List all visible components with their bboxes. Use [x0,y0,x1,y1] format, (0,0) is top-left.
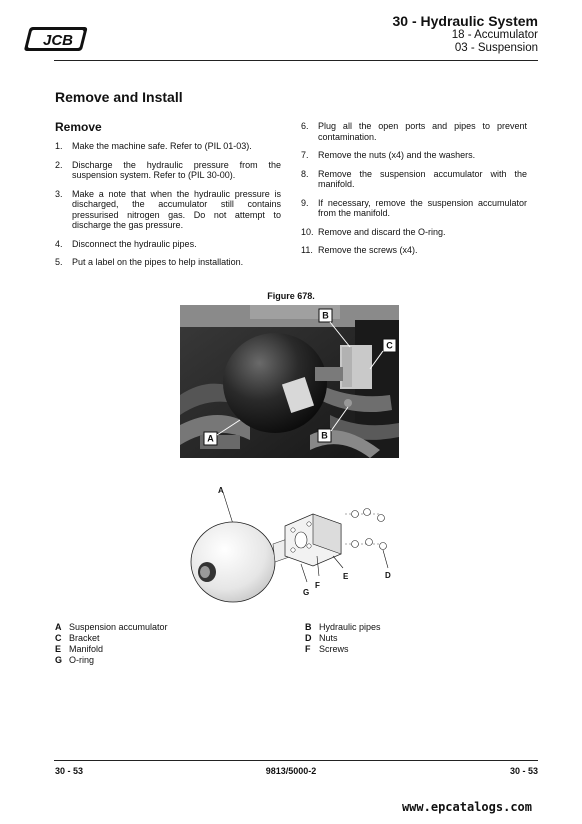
diagram-callout-f: F [315,581,320,590]
step-text: Remove and discard the O-ring. [318,226,446,237]
procedure-heading: Remove [55,120,102,134]
step-text: Remove the nuts (x4) and the washers. [318,150,476,160]
legend-label: Hydraulic pipes [319,622,381,632]
legend-label: Bracket [69,633,100,643]
accumulator-photo [180,305,399,458]
step-item [301,198,527,219]
page-header [392,13,538,56]
step-text: Remove the suspension accumulator with the manifold. [318,168,527,189]
step-text: Disconnect the hydraulic pipes. [72,238,197,249]
legend-item [55,644,168,655]
legend-key: B [305,622,312,632]
step-item [301,169,527,190]
step-text: Remove the screws (x4). [318,245,418,255]
legend-right [305,622,381,655]
legend-item [305,622,381,633]
page-number-right: 30 - 53 [509,766,538,776]
topic-name: 03 - Suspension [454,42,538,55]
watermark-url: www.epcatalogs.com [401,800,532,814]
legend-item [55,655,168,666]
page-number-left: 30 - 53 [55,766,84,776]
step-text: Make a note that when the hydraulic pressure is discharged, the accumulator still contains pressurised nitrogen gas. Do not attempt to discharge the gas pressure. [72,188,281,230]
accumulator-exploded-diagram [185,484,400,607]
legend-left [55,622,168,666]
step-item [55,141,281,152]
step-item [55,239,281,250]
step-item [301,150,527,161]
legend-key: A [55,622,62,632]
legend-item [55,633,168,644]
step-number: 1. [55,141,63,151]
step-item [301,245,527,256]
step-text: Put a label on the pipes to help installation. [72,257,244,267]
steps-right-column [301,121,527,264]
legend-key: C [55,633,62,643]
step-item [301,121,527,142]
step-item [301,227,527,238]
legend-label: O-ring [69,655,95,665]
diagram-callout-e: E [343,572,349,581]
legend-key: E [55,644,62,654]
step-item [55,189,281,231]
legend-label: Manifold [69,644,104,654]
page-title: Remove and Install [55,89,183,105]
step-number: 4. [55,238,63,249]
photo-callout-a: A [207,433,214,444]
legend-label: Screws [319,644,349,654]
legend-label: Suspension accumulator [69,622,168,632]
step-number: 2. [55,159,63,170]
figure-caption: Figure 678. [267,291,315,301]
legend-item [305,633,381,644]
legend-item [55,622,168,633]
header-rule [54,60,538,61]
step-item [55,160,281,181]
subsection-name: 18 - Accumulator [451,29,538,42]
step-number: 10. [301,226,314,237]
step-number: 11. [301,245,313,255]
step-number: 7. [301,150,309,160]
legend-item [305,644,381,655]
step-item [55,257,281,268]
step-text: Plug all the open ports and pipes to prevent contamination. [318,121,527,142]
diagram-callout-d: D [385,571,391,580]
steps-left-column [55,141,281,276]
step-number: 9. [301,197,309,208]
step-number: 5. [55,257,63,267]
legend-key: F [305,644,311,654]
photo-callout-b-bottom: B [321,430,328,441]
diagram-callout-a: A [218,486,224,495]
photo-callout-b-top: B [322,310,329,321]
step-text: If necessary, remove the suspension accumulator from the manifold. [318,197,527,218]
diagram-callout-g: G [303,588,310,597]
step-number: 8. [301,168,309,179]
step-text: Make the machine safe. Refer to (PIL 01-03). [72,141,252,151]
step-text: Discharge the hydraulic pressure from the suspension system. Refer to (PIL 30-00). [72,159,281,180]
step-number: 3. [55,188,63,199]
jcb-logo-text: JCB [42,32,74,49]
document-number: 9813/5000-2 [265,766,317,776]
jcb-logo [24,26,90,52]
legend-key: D [305,633,312,643]
footer-rule [54,760,538,761]
legend-label: Nuts [319,633,338,643]
photo-callout-c: C [386,340,393,351]
step-number: 6. [301,121,309,131]
section-title: 30 - Hydraulic System [392,13,538,29]
legend-key: G [55,655,63,665]
